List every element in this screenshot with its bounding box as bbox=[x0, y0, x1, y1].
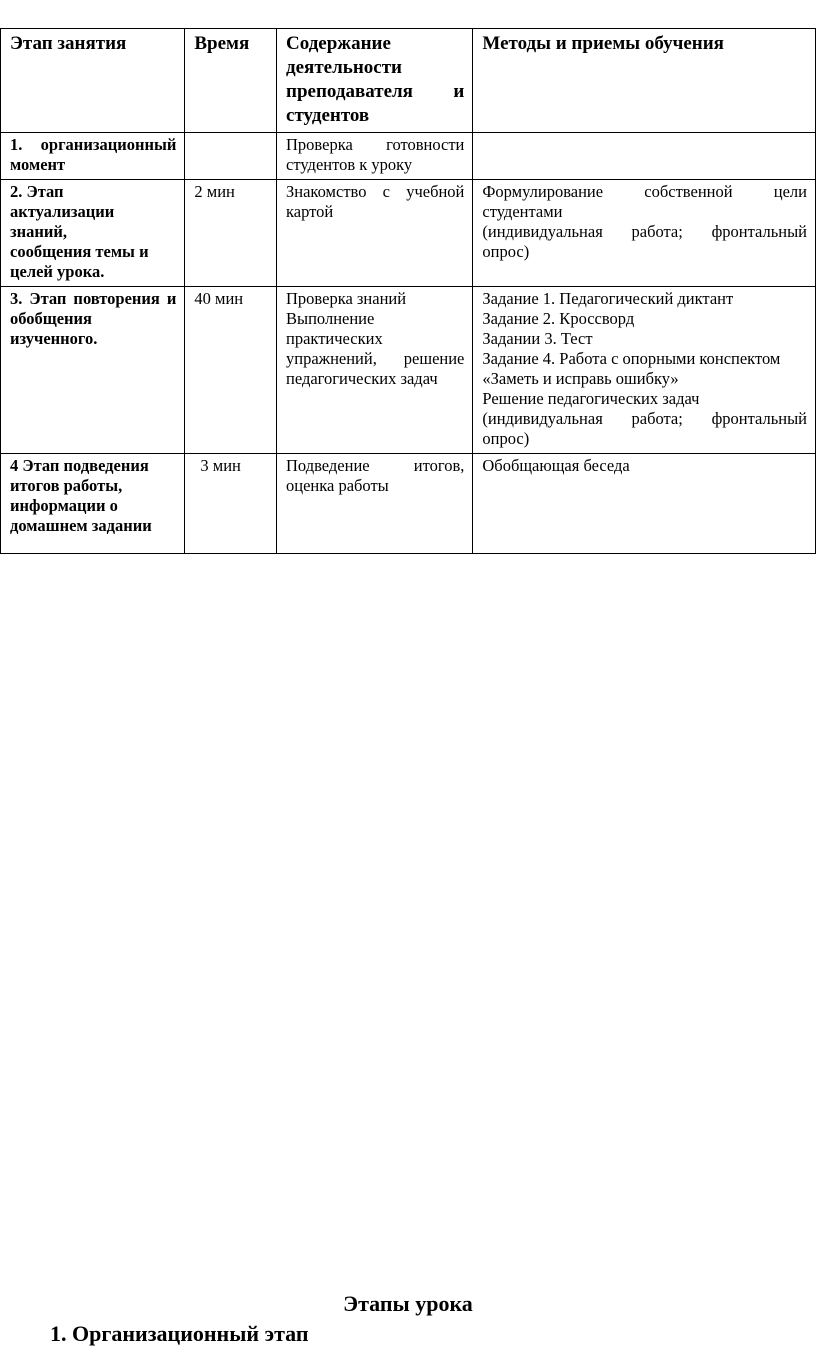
section-subtitle: 1. Организационный этап bbox=[50, 1321, 309, 1346]
methods-line: (индивидуальная работа; фронтальный bbox=[482, 409, 807, 428]
methods-cell bbox=[473, 454, 816, 554]
time-cell bbox=[185, 133, 277, 180]
content-line: студентов к уроку bbox=[286, 155, 413, 174]
content-cell bbox=[277, 180, 473, 287]
header-content bbox=[277, 29, 473, 133]
methods-line: опрос) bbox=[482, 242, 530, 261]
header-content-line: преподавателя и bbox=[286, 81, 465, 102]
methods-line: Обобщающая беседа bbox=[482, 456, 630, 475]
methods-line: «Заметь и исправь ошибку» bbox=[482, 369, 679, 388]
methods-line: Решение педагогических задач bbox=[482, 389, 700, 408]
table-row bbox=[1, 454, 816, 554]
content-line: педагогических задач bbox=[286, 369, 438, 388]
methods-line: опрос) bbox=[482, 429, 530, 448]
stage-line: момент bbox=[10, 155, 66, 174]
time-cell: 40 мин bbox=[185, 287, 277, 454]
content-line: упражнений, решение bbox=[286, 349, 465, 368]
content-line: Проверка знаний bbox=[286, 289, 407, 308]
lesson-plan-table bbox=[0, 28, 816, 554]
methods-line: Задании 3. Тест bbox=[482, 329, 593, 348]
table-row bbox=[1, 133, 816, 180]
methods-line: Формулирование собственной цели bbox=[482, 182, 807, 201]
content-line: картой bbox=[286, 202, 334, 221]
header-content-line: Содержание bbox=[286, 33, 391, 54]
stage-line: целей урока. bbox=[10, 262, 105, 281]
section-title: Этапы урока bbox=[343, 1291, 473, 1316]
content-line: Знакомство с учебной bbox=[286, 182, 465, 201]
methods-line: Задание 1. Педагогический диктант bbox=[482, 289, 734, 308]
methods-cell bbox=[473, 180, 816, 287]
stage-line: 2. Этап bbox=[10, 182, 64, 201]
stage-line: 3. Этап повторения и bbox=[10, 289, 177, 308]
stage-line: 1. организационный bbox=[10, 135, 177, 154]
stage-line: сообщения темы и bbox=[10, 242, 149, 261]
stage-cell bbox=[1, 454, 185, 554]
stage-line: изученного. bbox=[10, 329, 98, 348]
stage-line: домашнем задании bbox=[10, 516, 152, 535]
header-content-line: деятельности bbox=[286, 57, 402, 78]
content-cell bbox=[277, 133, 473, 180]
table-header-row bbox=[1, 29, 816, 133]
methods-cell bbox=[473, 287, 816, 454]
stage-line: 4 Этап подведения bbox=[10, 456, 149, 475]
stage-line: обобщения bbox=[10, 309, 92, 328]
content-cell bbox=[277, 454, 473, 554]
stage-cell bbox=[1, 287, 185, 454]
table-row bbox=[1, 287, 816, 454]
stage-cell bbox=[1, 180, 185, 287]
table-row bbox=[1, 180, 816, 287]
methods-cell bbox=[473, 133, 816, 180]
header-time: Время bbox=[185, 29, 277, 133]
methods-line: студентами bbox=[482, 202, 563, 221]
methods-line: Задание 2. Кроссворд bbox=[482, 309, 635, 328]
stage-line: информации о bbox=[10, 496, 118, 515]
content-line: Подведение итогов, bbox=[286, 456, 465, 475]
content-line: практических bbox=[286, 329, 383, 348]
content-cell bbox=[277, 287, 473, 454]
stage-line: знаний, bbox=[10, 222, 68, 241]
stage-line: актуализации bbox=[10, 202, 115, 221]
content-line: оценка работы bbox=[286, 476, 389, 495]
methods-line: (индивидуальная работа; фронтальный bbox=[482, 222, 807, 241]
methods-line: Задание 4. Работа с опорными конспектом bbox=[482, 349, 781, 368]
content-line: Выполнение bbox=[286, 309, 375, 328]
header-content-line: студентов bbox=[286, 105, 370, 126]
content-line: Проверка готовности bbox=[286, 135, 465, 154]
header-stage: Этап занятия bbox=[1, 29, 185, 133]
stage-cell bbox=[1, 133, 185, 180]
time-cell: 3 мин bbox=[185, 454, 277, 554]
time-cell: 2 мин bbox=[185, 180, 277, 287]
header-methods: Методы и приемы обучения bbox=[473, 29, 816, 133]
stage-line: итогов работы, bbox=[10, 476, 123, 495]
